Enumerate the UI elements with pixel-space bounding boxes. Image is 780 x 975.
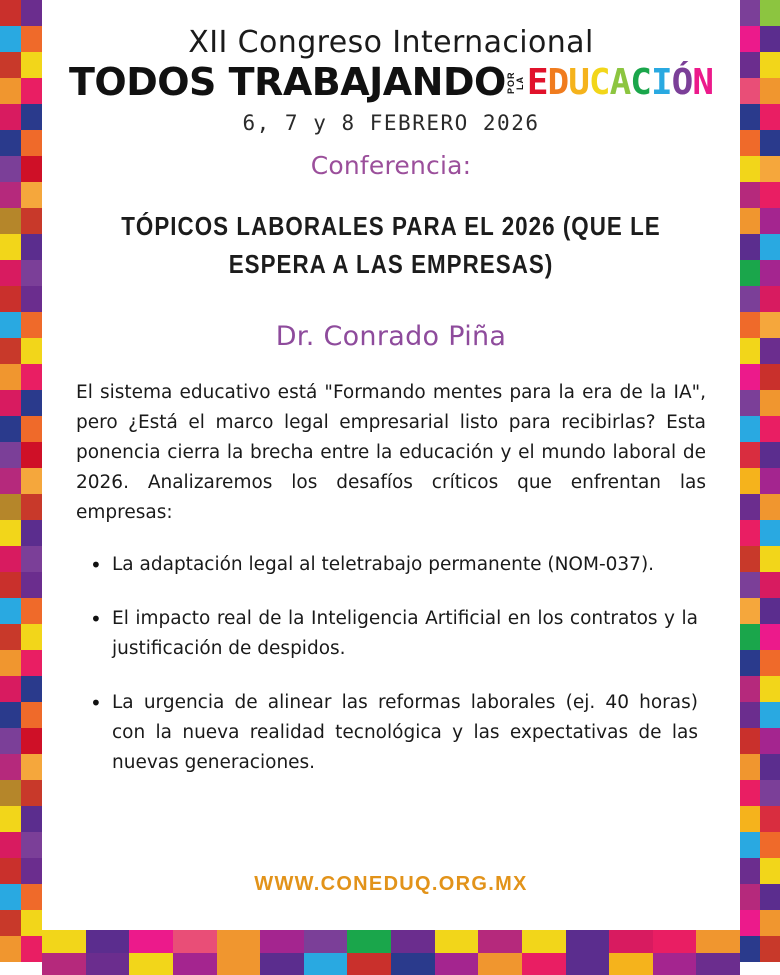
mosaic-left-cell bbox=[21, 780, 42, 806]
mosaic-left-cell bbox=[21, 702, 42, 728]
mosaic-right-cell bbox=[740, 494, 760, 520]
mosaic-right-cell bbox=[760, 78, 780, 104]
mosaic-bottom-cell bbox=[391, 953, 435, 975]
educacion-letter-5: C bbox=[630, 62, 651, 103]
mosaic-right-cell bbox=[760, 338, 780, 364]
educacion-letter-4: A bbox=[609, 62, 631, 103]
mosaic-left-cell bbox=[21, 936, 42, 962]
mosaic-border-bottom bbox=[42, 930, 740, 975]
mosaic-right-cell bbox=[760, 260, 780, 286]
mosaic-left-cell bbox=[0, 650, 21, 676]
mosaic-bottom-cell bbox=[129, 953, 173, 975]
mosaic-right-cell bbox=[760, 520, 780, 546]
mosaic-left-cell bbox=[21, 832, 42, 858]
mosaic-left-cell bbox=[21, 390, 42, 416]
mosaic-bottom-cell bbox=[129, 930, 173, 953]
speaker-name: Dr. Conrado Piña bbox=[275, 321, 507, 353]
mosaic-right-cell bbox=[740, 156, 760, 182]
mosaic-right-cell bbox=[740, 572, 760, 598]
mosaic-left-cell bbox=[0, 364, 21, 390]
website-url[interactable]: WWW.CONEDUQ.ORG.MX bbox=[254, 873, 528, 895]
mosaic-bottom-cell bbox=[522, 930, 566, 953]
mosaic-left-cell bbox=[21, 520, 42, 546]
mosaic-left-cell bbox=[0, 260, 21, 286]
mosaic-right-cell bbox=[740, 416, 760, 442]
mosaic-right-cell bbox=[740, 260, 760, 286]
mosaic-left-cell bbox=[21, 130, 42, 156]
mosaic-bottom-cell bbox=[478, 953, 522, 975]
mosaic-bottom-cell bbox=[173, 953, 217, 975]
mosaic-right-cell bbox=[760, 312, 780, 338]
mosaic-left-cell bbox=[21, 572, 42, 598]
mosaic-right-cell bbox=[740, 546, 760, 572]
mosaic-right-cell bbox=[760, 754, 780, 780]
mosaic-right-cell bbox=[740, 884, 760, 910]
congress-title: XII Congreso Internacional bbox=[188, 25, 594, 60]
mosaic-right-cell bbox=[740, 442, 760, 468]
mosaic-right-cell bbox=[760, 780, 780, 806]
mosaic-left-cell bbox=[0, 702, 21, 728]
mosaic-right-cell bbox=[760, 130, 780, 156]
mosaic-right-cell bbox=[740, 702, 760, 728]
mosaic-left-cell bbox=[0, 0, 21, 26]
mosaic-bottom-cell bbox=[653, 953, 697, 975]
mosaic-right-cell bbox=[760, 0, 780, 26]
mosaic-right-cell bbox=[740, 78, 760, 104]
mosaic-right-cell bbox=[760, 910, 780, 936]
educacion-letter-2: U bbox=[568, 62, 589, 103]
educacion-letter-8: N bbox=[692, 62, 714, 103]
mosaic-right-cell bbox=[760, 52, 780, 78]
mosaic-right-cell bbox=[740, 910, 760, 936]
mosaic-right-cell bbox=[760, 806, 780, 832]
mosaic-right-cell bbox=[760, 676, 780, 702]
mosaic-bottom-cell bbox=[653, 930, 697, 953]
mosaic-right-cell bbox=[760, 598, 780, 624]
mosaic-left-cell bbox=[21, 624, 42, 650]
mosaic-left-cell bbox=[0, 598, 21, 624]
mosaic-border-left bbox=[0, 0, 42, 975]
mosaic-left-cell bbox=[0, 468, 21, 494]
mosaic-left-cell bbox=[21, 52, 42, 78]
mosaic-right-cell bbox=[760, 156, 780, 182]
mosaic-right-cell bbox=[760, 884, 780, 910]
mosaic-right-cell bbox=[740, 832, 760, 858]
mosaic-right-cell bbox=[760, 832, 780, 858]
mosaic-left-cell bbox=[21, 754, 42, 780]
mosaic-bottom-cell bbox=[435, 953, 479, 975]
mosaic-right-cell bbox=[740, 182, 760, 208]
mosaic-right-cell bbox=[740, 650, 760, 676]
mosaic-right-cell bbox=[740, 338, 760, 364]
mosaic-left-cell bbox=[21, 728, 42, 754]
mosaic-left-cell bbox=[21, 260, 42, 286]
mosaic-left-cell bbox=[21, 494, 42, 520]
mosaic-left-cell bbox=[0, 520, 21, 546]
poster-content bbox=[42, 0, 740, 930]
mosaic-left-cell bbox=[0, 52, 21, 78]
mosaic-bottom-cell bbox=[566, 930, 610, 953]
mosaic-bottom-cell bbox=[217, 953, 261, 975]
mosaic-right-cell bbox=[760, 936, 780, 962]
mosaic-right-cell bbox=[760, 182, 780, 208]
mosaic-right-cell bbox=[760, 728, 780, 754]
mosaic-bottom-cell bbox=[86, 953, 130, 975]
mosaic-left-cell bbox=[21, 364, 42, 390]
mosaic-left-cell bbox=[0, 208, 21, 234]
event-logo bbox=[60, 60, 722, 104]
mosaic-left-cell bbox=[0, 312, 21, 338]
mosaic-border-right bbox=[740, 0, 780, 975]
mosaic-right-cell bbox=[760, 858, 780, 884]
mosaic-right-cell bbox=[760, 26, 780, 52]
logo-porla-text: POR LA bbox=[505, 71, 525, 95]
mosaic-left-cell bbox=[21, 0, 42, 26]
mosaic-bottom-cell bbox=[609, 930, 653, 953]
mosaic-bottom-cell bbox=[173, 930, 217, 953]
mosaic-left-cell bbox=[0, 286, 21, 312]
mosaic-right-cell bbox=[740, 208, 760, 234]
mosaic-left-cell bbox=[0, 858, 21, 884]
mosaic-left-cell bbox=[0, 26, 21, 52]
mosaic-right-cell bbox=[740, 598, 760, 624]
logo-main-text: TODOS TRABAJANDO bbox=[68, 60, 506, 104]
mosaic-left-cell bbox=[21, 286, 42, 312]
mosaic-left-cell bbox=[0, 884, 21, 910]
mosaic-left-cell bbox=[0, 806, 21, 832]
mosaic-left-cell bbox=[21, 468, 42, 494]
mosaic-right-cell bbox=[760, 234, 780, 260]
event-header bbox=[60, 0, 722, 135]
mosaic-left-cell bbox=[21, 156, 42, 182]
mosaic-left-cell bbox=[0, 182, 21, 208]
mosaic-left-cell bbox=[0, 494, 21, 520]
mosaic-bottom-cell bbox=[42, 953, 86, 975]
mosaic-bottom-cell bbox=[435, 930, 479, 953]
mosaic-left-cell bbox=[21, 26, 42, 52]
mosaic-left-cell bbox=[0, 234, 21, 260]
bullet-list bbox=[86, 550, 698, 778]
mosaic-right-cell bbox=[740, 728, 760, 754]
mosaic-left-cell bbox=[0, 156, 21, 182]
bullet-item: • El impacto real de la Inteligencia Artificial en los contratos y la justificación de despidos. bbox=[86, 604, 698, 664]
educacion-letter-6: I bbox=[650, 62, 672, 103]
mosaic-bottom-cell bbox=[696, 953, 740, 975]
mosaic-right-cell bbox=[760, 624, 780, 650]
mosaic-right-cell bbox=[740, 754, 760, 780]
mosaic-right-cell bbox=[740, 858, 760, 884]
conferencia-label: Conferencia: bbox=[310, 151, 472, 180]
mosaic-left-cell bbox=[21, 312, 42, 338]
mosaic-left-cell bbox=[0, 624, 21, 650]
mosaic-left-cell bbox=[21, 806, 42, 832]
mosaic-bottom-cell bbox=[566, 953, 610, 975]
mosaic-right-cell bbox=[760, 104, 780, 130]
mosaic-right-cell bbox=[760, 702, 780, 728]
mosaic-bottom-cell bbox=[304, 953, 348, 975]
mosaic-left-cell bbox=[0, 936, 21, 962]
educacion-letter-0: E bbox=[526, 62, 548, 103]
mosaic-left-cell bbox=[0, 130, 21, 156]
mosaic-right-cell bbox=[740, 676, 760, 702]
mosaic-right-cell bbox=[760, 546, 780, 572]
mosaic-left-cell bbox=[21, 208, 42, 234]
mosaic-right-cell bbox=[760, 286, 780, 312]
mosaic-left-cell bbox=[21, 104, 42, 130]
mosaic-right-cell bbox=[740, 104, 760, 130]
mosaic-bottom-cell bbox=[217, 930, 261, 953]
mosaic-right-cell bbox=[760, 572, 780, 598]
mosaic-right-cell bbox=[740, 936, 760, 962]
mosaic-bottom-cell bbox=[86, 930, 130, 953]
mosaic-right-cell bbox=[740, 520, 760, 546]
mosaic-right-cell bbox=[740, 26, 760, 52]
mosaic-bottom-cell bbox=[42, 930, 86, 953]
mosaic-left-cell bbox=[21, 182, 42, 208]
mosaic-right-cell bbox=[740, 286, 760, 312]
mosaic-right-cell bbox=[740, 0, 760, 26]
mosaic-left-cell bbox=[0, 676, 21, 702]
mosaic-left-cell bbox=[0, 78, 21, 104]
abstract-paragraph: El sistema educativo está "Formando mentes para la era de la IA", pero ¿Está el marco legal empresarial listo para recibirlas? Esta ponencia cierra la brecha entre la educación y el mundo laboral de 2026. Analizaremos los desafíos críticos que enfrentan las empresas: bbox=[76, 382, 706, 524]
mosaic-left-cell bbox=[0, 754, 21, 780]
mosaic-right-cell bbox=[760, 390, 780, 416]
mosaic-left-cell bbox=[21, 650, 42, 676]
event-date: 6, 7 y 8 FEBRERO 2026 bbox=[242, 111, 540, 135]
mosaic-right-cell bbox=[760, 208, 780, 234]
mosaic-right-cell bbox=[740, 624, 760, 650]
educacion-letter-7: Ó bbox=[671, 62, 693, 103]
mosaic-left-cell bbox=[21, 442, 42, 468]
mosaic-bottom-cell bbox=[347, 930, 391, 953]
mosaic-left-cell bbox=[0, 910, 21, 936]
logo-educacion-text bbox=[526, 62, 714, 103]
mosaic-right-cell bbox=[760, 416, 780, 442]
educacion-letter-1: D bbox=[547, 62, 569, 103]
mosaic-left-cell bbox=[0, 104, 21, 130]
mosaic-right-cell bbox=[740, 806, 760, 832]
mosaic-bottom-cell bbox=[304, 930, 348, 953]
bullet-item: • La urgencia de alinear las reformas laborales (ej. 40 horas) con la nueva realidad tecnológica y las expectativas de las nuevas generaciones. bbox=[86, 688, 698, 778]
mosaic-right-cell bbox=[740, 780, 760, 806]
mosaic-bottom-cell bbox=[478, 930, 522, 953]
mosaic-bottom-cell bbox=[522, 953, 566, 975]
educacion-letter-3: C bbox=[588, 62, 610, 103]
mosaic-left-cell bbox=[0, 546, 21, 572]
mosaic-left-cell bbox=[0, 572, 21, 598]
mosaic-left-cell bbox=[0, 416, 21, 442]
mosaic-bottom-cell bbox=[696, 930, 740, 953]
mosaic-left-cell bbox=[0, 442, 21, 468]
mosaic-bottom-cell bbox=[260, 953, 304, 975]
mosaic-left-cell bbox=[21, 78, 42, 104]
mosaic-left-cell bbox=[21, 884, 42, 910]
mosaic-bottom-cell bbox=[260, 930, 304, 953]
mosaic-right-cell bbox=[760, 650, 780, 676]
mosaic-bottom-cell bbox=[609, 953, 653, 975]
mosaic-right-cell bbox=[740, 130, 760, 156]
mosaic-left-cell bbox=[21, 546, 42, 572]
mosaic-left-cell bbox=[0, 390, 21, 416]
mosaic-right-cell bbox=[760, 442, 780, 468]
mosaic-right-cell bbox=[760, 494, 780, 520]
mosaic-right-cell bbox=[740, 234, 760, 260]
mosaic-left-cell bbox=[21, 910, 42, 936]
mosaic-right-cell bbox=[740, 312, 760, 338]
mosaic-left-cell bbox=[21, 234, 42, 260]
mosaic-right-cell bbox=[740, 390, 760, 416]
mosaic-left-cell bbox=[21, 338, 42, 364]
mosaic-right-cell bbox=[740, 364, 760, 390]
mosaic-left-cell bbox=[21, 676, 42, 702]
mosaic-left-cell bbox=[0, 780, 21, 806]
talk-title: TÓPICOS LABORALES PARA EL 2026 (QUE LE ESPERA A LAS EMPRESAS) bbox=[121, 211, 661, 279]
mosaic-left-cell bbox=[0, 338, 21, 364]
mosaic-bottom-cell bbox=[391, 930, 435, 953]
mosaic-right-cell bbox=[740, 52, 760, 78]
mosaic-left-cell bbox=[0, 832, 21, 858]
mosaic-right-cell bbox=[760, 364, 780, 390]
mosaic-right-cell bbox=[740, 468, 760, 494]
mosaic-bottom-cell bbox=[347, 953, 391, 975]
mosaic-left-cell bbox=[21, 416, 42, 442]
bullet-item: • La adaptación legal al teletrabajo permanente (NOM-037). bbox=[86, 550, 698, 580]
mosaic-left-cell bbox=[21, 858, 42, 884]
mosaic-left-cell bbox=[21, 598, 42, 624]
mosaic-right-cell bbox=[760, 468, 780, 494]
mosaic-left-cell bbox=[0, 728, 21, 754]
